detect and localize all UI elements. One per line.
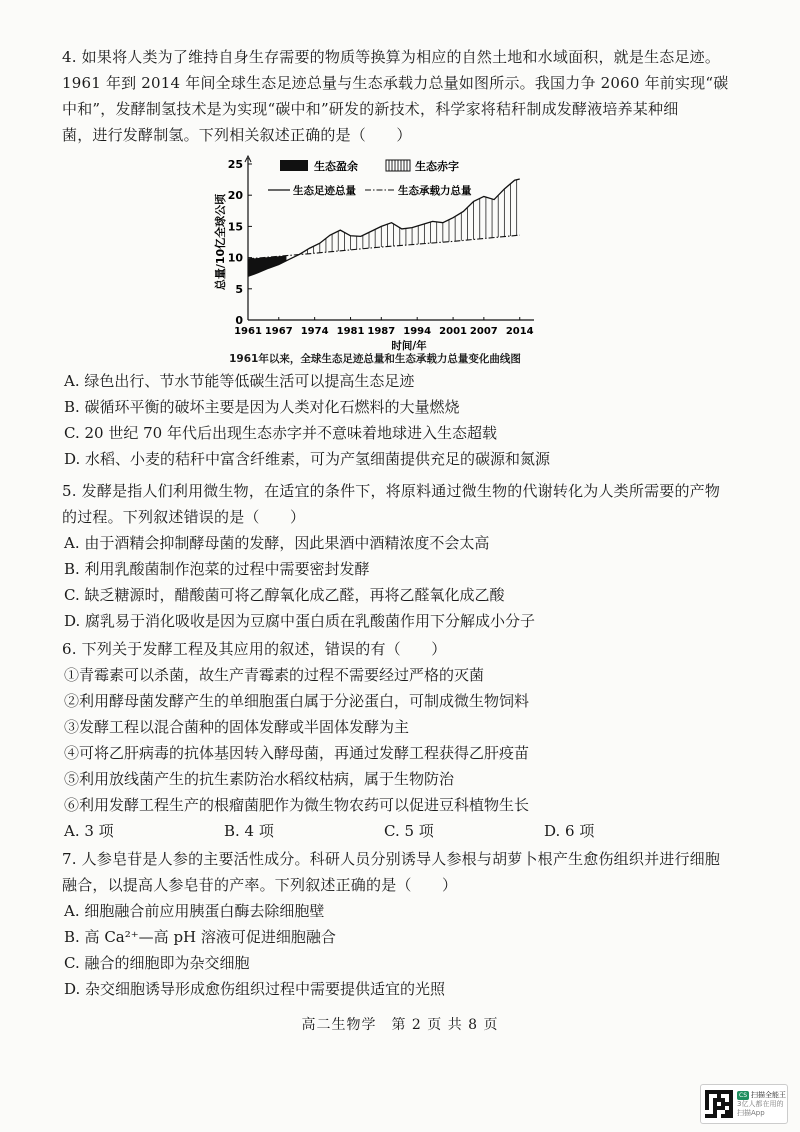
q5-option-a: A. 由于酒精会抑制酵母菌的发酵，因此果酒中酒精浓度不会太高 — [64, 534, 490, 552]
x-axis-label: 时间/年 — [391, 340, 427, 352]
y-tick-label: 10 — [227, 251, 243, 265]
q5-option-c: C. 缺乏糖源时，醋酸菌可将乙醇氧化成乙醛，再将乙醛氧化成乙酸 — [64, 586, 505, 604]
x-tick-label: 2001 — [439, 326, 468, 337]
q6-stem: 6. 下列关于发酵工程及其应用的叙述，错误的有（ ） — [62, 640, 447, 658]
q5-option-b: B. 利用乳酸菌制作泡菜的过程中需要密封发酵 — [64, 560, 370, 578]
x-tick-label: 1994 — [403, 326, 432, 337]
x-tick-label: 1981 — [336, 326, 365, 337]
legend-surplus-swatch — [280, 160, 308, 171]
q6-item-1: ①青霉素可以杀菌，故生产青霉素的过程不需要经过严格的灭菌 — [64, 666, 485, 684]
legend-deficit-label: 生态赤字 — [415, 160, 459, 173]
q7-option-d: D. 杂交细胞诱导形成愈伤组织过程中需要提供适宜的光照 — [64, 980, 446, 998]
q4-stem-line-3: 中和”，发酵制氢技术是为实现“碳中和”研发的新技术，科学家将秸秆制成发酵液培养某种细 — [62, 100, 679, 118]
q6-item-4: ④可将乙肝病毒的抗体基因转入酵母菌，再通过发酵工程获得乙肝疫苗 — [64, 744, 530, 762]
scanner-title: 扫描全能王 — [751, 1090, 786, 1099]
q7-option-c: C. 融合的细胞即为杂交细胞 — [64, 954, 250, 972]
q5-stem-line-2: 的过程。下列叙述错误的是（ ） — [62, 508, 306, 526]
capacity-line — [248, 235, 520, 259]
q7-option-a: A. 细胞融合前应用胰蛋白酶去除细胞壁 — [64, 902, 325, 920]
x-tick-label: 1987 — [367, 326, 396, 337]
scanner-watermark — [700, 1084, 788, 1124]
y-tick-label: 25 — [227, 158, 243, 171]
x-tick-label: 2014 — [505, 326, 534, 337]
qr-code-icon — [705, 1090, 733, 1118]
scanner-logo: CS — [739, 1091, 747, 1099]
q6-option-d: D. 6 项 — [544, 822, 595, 840]
q6-item-5: ⑤利用放线菌产生的抗生素防治水稻纹枯病，属于生物防治 — [64, 770, 455, 788]
q6-options — [62, 818, 752, 844]
page-footer: 高二生物学 第 2 页 共 8 页 — [301, 1017, 499, 1033]
q6-item-6: ⑥利用发酵工程生产的根瘤菌肥作为微生物农药可以促进豆科植物生长 — [64, 796, 530, 814]
legend-footprint-label: 生态足迹总量 — [293, 185, 356, 197]
q6-option-a: A. 3 项 — [64, 822, 114, 840]
q7-option-b: B. 高 Ca²⁺—高 pH 溶液可促进细胞融合 — [64, 928, 336, 946]
y-tick-label: 15 — [227, 220, 243, 234]
q4-stem-line-1: 4. 如果将人类为了维持自身生存需要的物质等换算为相应的自然土地和水域面积，就是生态足迹。 — [62, 48, 721, 66]
q4-option-a: A. 绿色出行、节水节能等低碳生活可以提高生态足迹 — [64, 372, 415, 390]
q5-stem-line-1: 5. 发酵是指人们利用微生物，在适宜的条件下，将原料通过微生物的代谢转化为人类所需要的产物 — [62, 482, 721, 500]
q4-options — [62, 368, 752, 472]
question-6 — [62, 636, 752, 844]
x-tick-label: 2007 — [469, 326, 498, 337]
y-tick-label: 20 — [227, 189, 243, 203]
question-4 — [62, 44, 752, 148]
x-tick-label: 1974 — [300, 326, 329, 337]
q4-option-b: B. 碳循环平衡的破坏主要是因为人类对化石燃料的大量燃烧 — [64, 398, 460, 416]
q6-option-c: C. 5 项 — [384, 822, 434, 840]
ecological-footprint-chart — [210, 152, 540, 352]
q4-option-d: D. 水稻、小麦的秸秆中富含纤维素，可为产氢细菌提供充足的碳源和氮源 — [64, 450, 551, 468]
q6-item-3: ③发酵工程以混合菌种的固体发酵或半固体发酵为主 — [64, 718, 410, 736]
x-tick-label: 1961 — [234, 326, 262, 337]
scanner-subtitle: 3亿人都在用的扫描App — [737, 1099, 784, 1117]
q4-stem-line-4: 菌，进行发酵制氢。下列相关叙述正确的是（ ） — [62, 126, 412, 144]
q7-stem-line-2: 融合，以提高人参皂苷的产率。下列叙述正确的是（ ） — [62, 876, 458, 894]
q6-item-2: ②利用酵母菌发酵产生的单细胞蛋白属于分泌蛋白，可制成微生物饲料 — [64, 692, 530, 710]
y-tick-label: 0 — [235, 314, 243, 327]
y-tick-label: 5 — [235, 282, 243, 296]
question-7 — [62, 846, 752, 1002]
chart-caption: 1961年以来，全球生态足迹总量和生态承载力总量变化曲线图 — [229, 353, 521, 365]
x-tick-label: 1967 — [264, 326, 293, 337]
legend-surplus-label: 生态盈余 — [314, 160, 358, 173]
q4-option-c: C. 20 世纪 70 年代后出现生态赤字并不意味着地球进入生态超载 — [64, 424, 497, 442]
question-5 — [62, 478, 752, 634]
y-axis-label: 总量/10亿全球公顷 — [214, 193, 227, 291]
q4-stem-line-2: 1961 年到 2014 年间全球生态足迹总量与生态承载力总量如图所示。我国力争 2060 年前实现“碳 — [62, 74, 729, 92]
footprint-line — [248, 179, 520, 276]
q5-option-d: D. 腐乳易于消化吸收是因为豆腐中蛋白质在乳酸菌作用下分解成小分子 — [64, 612, 536, 630]
q7-stem-line-1: 7. 人参皂苷是人参的主要活性成分。科研人员分别诱导人参根与胡萝卜根产生愈伤组织并进行细胞 — [62, 850, 721, 868]
q6-option-b: B. 4 项 — [224, 822, 274, 840]
legend-capacity-label: 生态承载力总量 — [398, 185, 472, 197]
